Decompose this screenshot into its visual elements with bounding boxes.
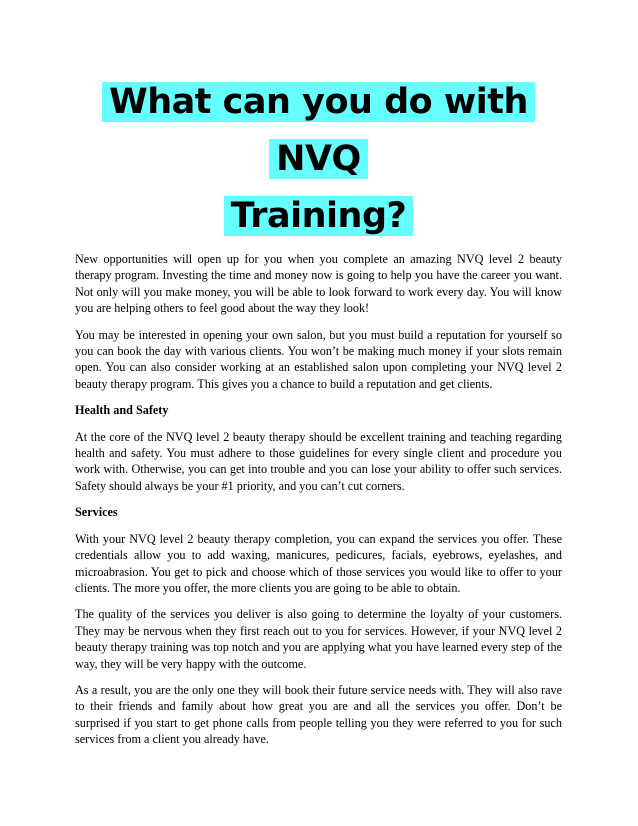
intro-paragraph-1: New opportunities will open up for you when you complete an amazing NVQ level 2 beauty therapy program. Investing the time and money now is going to help you have the career you want. Not only will you make money, you will be able to look forward to work every day. You will know you are helping others to feel good about the way they look! <box>75 252 562 316</box>
page-title-line-1: What can you do with NVQ <box>102 82 535 179</box>
section-heading-health-safety: Health and Safety <box>75 403 169 418</box>
document-page <box>75 74 562 758</box>
intro-paragraph-2: You may be interested in opening your own salon, but you must build a reputation for yourself so you can book the day with various clients. You won’t be making much money if your slots remain open. You can also consider working at an established salon upon completing your NVQ level 2 beauty therapy program. This gives you a chance to build a reputation and get clients. <box>75 327 562 391</box>
page-title <box>75 74 562 245</box>
services-paragraph-2: The quality of the services you deliver is also going to determine the loyalty of your customers. They may be nervous when they first reach out to you for services. However, if your NVQ level 2 beauty therapy training was top notch and you are applying what you have learned every step of the way, they will be very happy with the outcome. <box>75 607 562 671</box>
services-paragraph-1: With your NVQ level 2 beauty therapy completion, you can expand the services you offer. These credentials allow you to add waxing, manicures, pedicures, facials, eyebrows, eyelashes, and microabrasion. You get to pick and choose which of those services you would like to offer to your clients. The more you offer, the more clients you are going to be able to obtain. <box>75 531 562 595</box>
page-title-line-2: Training? <box>224 196 414 236</box>
services-paragraph-3: As a result, you are the only one they will book their future service needs with. They will also rave to their friends and family about how great you are and all the services you offer. Don’t be surprised if you start to get phone calls from people telling you they were referred to you for such services from a client you already have. <box>75 682 562 747</box>
section-heading-services: Services <box>75 505 118 520</box>
document-body <box>75 251 562 748</box>
health-safety-paragraph: At the core of the NVQ level 2 beauty therapy should be excellent training and teaching regarding health and safety. You must adhere to those guidelines for every single client and procedure you work with. Otherwise, you can get into trouble and you can lose your ability to offer such services. Safety should always be your #1 priority, and you can’t cut corners. <box>75 429 562 493</box>
